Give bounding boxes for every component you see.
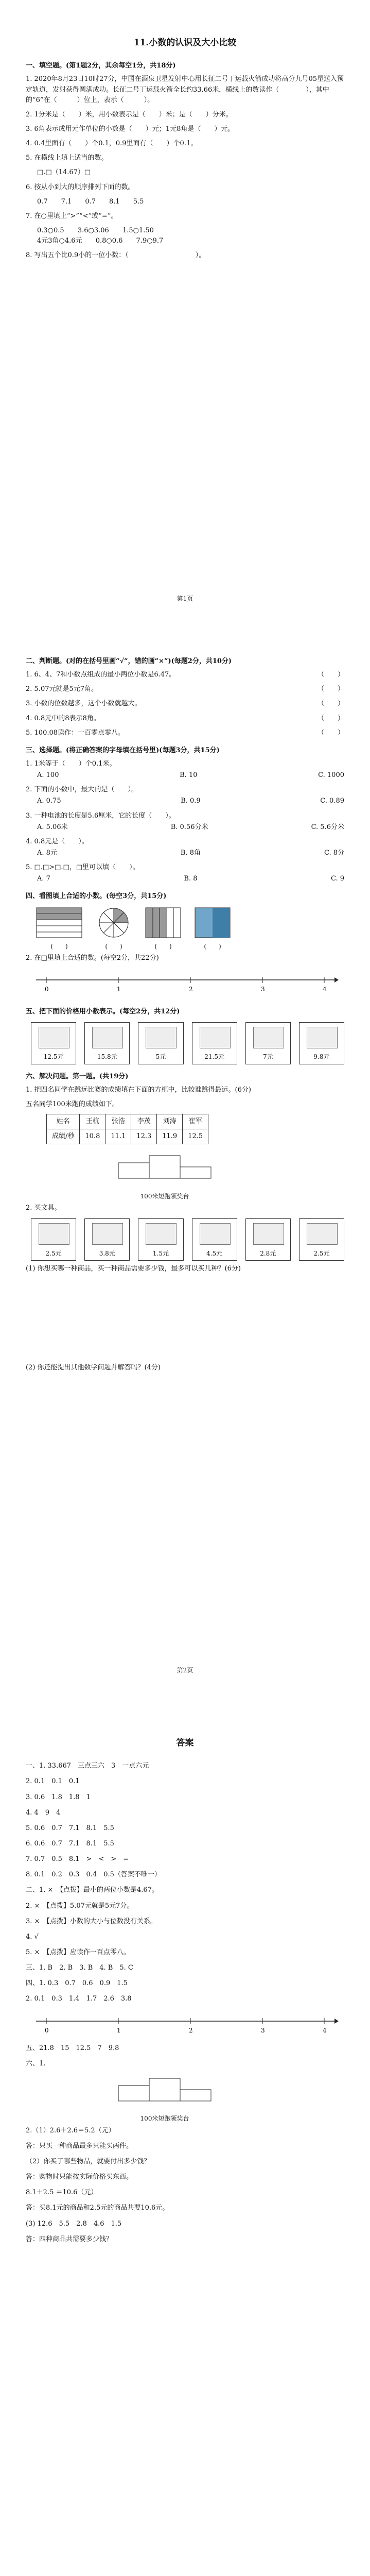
judge-item: 2. 5.07元就是5元7角。 （ ） bbox=[26, 685, 344, 693]
answer-line: 答：四种商品共需要多少钱？ bbox=[26, 2235, 113, 2243]
answer-line: 2.（1）2.6＋2.6＝5.2（元） bbox=[26, 2126, 115, 2134]
podium-figure: 100米短跑领奖台 bbox=[113, 1151, 344, 1201]
worksheet-title: 11.小数的认识及大小比较 bbox=[133, 38, 237, 48]
answer-number-line-figure bbox=[31, 2011, 340, 2037]
fraction-figures bbox=[36, 907, 344, 952]
answer-line: 4. 4 9 4 bbox=[26, 1808, 61, 1817]
tick-label: 1 bbox=[117, 986, 121, 993]
score-table-row: 成绩/秒 10.8 11.1 12.3 11.9 12.5 bbox=[47, 1129, 208, 1144]
goods-row bbox=[31, 1218, 344, 1261]
question-1-7: 7. 在○里填上“>”“<”或“=”。 bbox=[26, 212, 118, 220]
judge-item: 1. 6、4、7和小数点组成的最小两位小数是6.47。 （ ） bbox=[26, 671, 344, 679]
price-card: 21.5元 bbox=[192, 1022, 237, 1064]
answer-line: 3. 0.6 1.8 1.8 1 bbox=[26, 1793, 91, 1801]
choice-item: 1. 1米等于（ ）个0.1米。 A. 100 B. 10 C. 1000 bbox=[26, 759, 344, 779]
tick-label: 2 bbox=[189, 986, 193, 993]
page-1 bbox=[0, 0, 370, 618]
square-figure bbox=[195, 907, 231, 938]
compare-item: 0.3○0.5 bbox=[37, 227, 64, 235]
figure-square: ( ) bbox=[195, 907, 231, 952]
judge-item: 4. 0.8元中的8表示8角。 （ ） bbox=[26, 714, 344, 722]
price-card: 5元 bbox=[138, 1022, 183, 1064]
answer-line: 答：买8.1元的商品和2.5元的商品共要10.6元。 bbox=[26, 2204, 169, 2212]
answer-line: （2）你买了哪些物品，就要付出多少钱？ bbox=[26, 2158, 151, 2166]
tick-label: 1 bbox=[117, 2026, 121, 2034]
answer-line: 3. × 【点拨】小数的大小与位数没有关系。 bbox=[26, 1917, 157, 1925]
answer-line: 2. 0.1 0.3 1.4 1.7 2.6 3.8 bbox=[26, 1995, 132, 2003]
compare-item: 4元3角○4.6元 bbox=[37, 237, 82, 245]
answer-line: 8.1＋2.5 ＝10.6（元） bbox=[26, 2189, 98, 2197]
answer-line: 8. 0.1 0.2 0.3 0.4 0.5（答案不唯一） bbox=[26, 1871, 161, 1879]
goods-card: 1.5元 bbox=[138, 1218, 183, 1261]
price-row bbox=[31, 1022, 344, 1064]
compare-item: 0.8○0.6 bbox=[95, 237, 123, 245]
answer-line: 4. √ bbox=[26, 1933, 39, 1941]
answer-line: 5. × 【点拨】应读作一百点零八。 bbox=[26, 1948, 130, 1957]
answer-line: 六、1. bbox=[26, 2059, 46, 2067]
section-6-heading: 六、解决问题。第一题。(共19分) bbox=[26, 1072, 129, 1080]
goods-card: 2.5元 bbox=[31, 1218, 76, 1261]
question-6-2a: (1) 你想买哪一种商品，买一种商品需要多少钱，最多可以买几种？(6分) bbox=[26, 1265, 241, 1273]
section-2-heading: 二、判断题。(对的在括号里画“√”，错的画“×”)(每题2分，共10分) bbox=[26, 657, 232, 665]
answer-line: 5. 0.6 0.7 7.1 8.1 5.5 bbox=[26, 1824, 114, 1832]
price-card: 12.5元 bbox=[31, 1022, 76, 1064]
answer-line: 五、21.8 15 12.5 7 9.8 bbox=[26, 2044, 119, 2052]
question-6-2b: (2) 你还能提出其他数学问题并解答吗？(4分) bbox=[26, 1364, 161, 1372]
section-1-heading: 一、填空题。(第1题2分，其余每空1分，共18分) bbox=[26, 62, 176, 70]
price-card: 7元 bbox=[245, 1022, 291, 1064]
choice-item: 4. 0.8元是（ ）。 A. 8元 B. 8角 C. 8分 bbox=[26, 837, 344, 857]
sheet-2 bbox=[26, 649, 344, 1378]
tick-label: 4 bbox=[323, 986, 327, 993]
figure-grid: ( ) bbox=[145, 907, 181, 952]
section-4-heading: 四、看图填上合适的小数。(每空3分，共15分) bbox=[26, 892, 167, 901]
goods-card: 2.8元 bbox=[245, 1218, 291, 1261]
page-3 bbox=[0, 1690, 370, 2576]
question-1-4: 4. 0.4里面有（ ）个0.1，0.9里面有（ ）个0.1。 bbox=[26, 140, 198, 148]
question-1-3: 3. 6角表示成用元作单位的小数是（ ）元；1元8角是（ ）元。 bbox=[26, 125, 235, 133]
tick-label: 3 bbox=[261, 2026, 265, 2034]
question-6-2: 2. 买文具。 bbox=[26, 1204, 61, 1212]
question-4-2: 2. 在□里填上合适的数。(每空2分，共22分) bbox=[26, 954, 159, 962]
tick-label: 0 bbox=[45, 986, 49, 993]
question-1-7-items bbox=[26, 226, 344, 246]
answer-line: 6. 0.6 0.7 7.1 8.1 5.5 bbox=[26, 1840, 114, 1848]
podium-drawing bbox=[113, 1151, 216, 1188]
section-5-heading: 五、把下面的价格用小数表示。(每空2分，共12分) bbox=[26, 1007, 180, 1015]
score-table bbox=[46, 1114, 208, 1144]
grid-figure bbox=[145, 907, 181, 938]
choice-item: 3. 一种电池的长度是5.6厘米，它的长度（ ）。 A. 5.06米 B. 0.56分米 C. 5.6分米 bbox=[26, 811, 344, 831]
question-1-6-numbers: 0.7 7.1 0.7 8.1 5.5 bbox=[37, 197, 144, 206]
answer-podium-figure: 100米短跑领奖台 bbox=[113, 2074, 344, 2124]
answer-line: 7. 0.7 0.5 8.1 > < > = bbox=[26, 1855, 129, 1863]
tick-label: 0 bbox=[45, 2026, 49, 2034]
question-1-5-blank: □.□（14.67）□ bbox=[37, 168, 91, 177]
compare-item: 7.9○9.7 bbox=[136, 237, 164, 245]
number-line bbox=[31, 970, 344, 999]
answer-sheet bbox=[26, 1736, 344, 2250]
compare-item: 3.6○3.06 bbox=[77, 227, 109, 235]
tick-label: 2 bbox=[189, 2026, 193, 2034]
pie-figure bbox=[96, 907, 132, 938]
answer-line: 三、1. B 2. B 3. B 4. B 5. C bbox=[26, 1964, 133, 1972]
choice-item: 5. □.□>□.□，□里可以填（ ）。 A. 7 B. 8 C. 9 bbox=[26, 863, 344, 883]
answer-number-line bbox=[31, 2011, 344, 2040]
question-1-8: 8. 写出五个比0.9小的一位小数：（ ）。 bbox=[26, 251, 206, 260]
question-6-1: 1. 把四名同学在跳远比赛的成绩填在下面的方框中，比较谁跳得最远。(6分) bbox=[26, 1086, 251, 1094]
answer-line: 答：购物时只能按实际价格买东西。 bbox=[26, 2173, 133, 2181]
section-3-heading: 三、选择题。(将正确答案的字母填在括号里)(每题3分，共15分) bbox=[26, 746, 220, 754]
figure-circle: ( ) bbox=[96, 907, 132, 952]
choice-item: 2. 下面的小数中，最大的是（ ）。 A. 0.75 B. 0.9 C. 0.89 bbox=[26, 786, 344, 805]
answer-line: 2. 0.1 0.1 0.1 bbox=[26, 1777, 80, 1786]
answer-line: 答：只买一种商品最多只能买两件。 bbox=[26, 2142, 133, 2150]
question-6-1-intro: 五名同学100米跑的成绩如下。 bbox=[26, 1100, 119, 1108]
striped-rect-figure bbox=[36, 907, 82, 938]
price-card: 9.8元 bbox=[299, 1022, 344, 1064]
page-2 bbox=[0, 618, 370, 1690]
answer-line: (3) 12.6 5.5 2.8 4.6 1.5 bbox=[26, 2219, 122, 2228]
goods-card: 2.5元 bbox=[299, 1218, 344, 1261]
tick-label: 4 bbox=[323, 2026, 327, 2034]
answer-line: 四、1. 0.3 0.7 0.6 0.9 1.5 bbox=[26, 1979, 128, 1988]
price-card: 15.8元 bbox=[84, 1022, 130, 1064]
goods-card: 4.5元 bbox=[192, 1218, 237, 1261]
answer-line: 一、1. 33.667 三点三六 3 一点六元 bbox=[26, 1762, 149, 1770]
page-number: 第1页 bbox=[177, 595, 193, 602]
answer-line: 二、1. × 【点拨】最小的两位小数是4.67。 bbox=[26, 1886, 158, 1894]
question-1-2: 2. 1分米是（ ）米，用小数表示是（ ）米；是（ ）分米。 bbox=[26, 110, 233, 118]
tick-label: 3 bbox=[261, 986, 265, 993]
question-1-6: 6. 按从小到大的顺序排列下面的数。 bbox=[26, 183, 135, 191]
score-table-header: 姓名 王杭 张浩 李茂 刘涛 崔军 bbox=[47, 1114, 208, 1129]
answer-podium-drawing bbox=[113, 2074, 216, 2110]
compare-item: 1.5○1.50 bbox=[122, 227, 154, 235]
goods-card: 3.8元 bbox=[84, 1218, 130, 1261]
judge-item: 5. 100.08读作：一百零点零八。 （ ） bbox=[26, 728, 344, 737]
number-line-figure bbox=[31, 970, 340, 995]
sheet-1 bbox=[26, 36, 344, 265]
figure-strip: ( ) bbox=[36, 907, 82, 952]
question-1-1: 1. 2020年8月23日10时27分，中国在酒泉卫星发射中心用长征二号丁运载火箭成功将高分九号05星送入预定轨道，发射获得圆满成功。长征二号丁运载火箭全长约33.66米，横线上的数读作（ ），其中的“6”在（ ）位上，表示（ ）。 bbox=[26, 75, 344, 104]
answer-line: 2. × 【点拨】5.07元就是5元7分。 bbox=[26, 1902, 134, 1910]
answer-title: 答案 bbox=[176, 1738, 194, 1748]
page-number: 第2页 bbox=[177, 1667, 193, 1674]
judge-item: 3. 小数的位数越多，这个小数就越大。 （ ） bbox=[26, 700, 344, 708]
question-1-5: 5. 在横线上填上适当的数。 bbox=[26, 154, 108, 162]
